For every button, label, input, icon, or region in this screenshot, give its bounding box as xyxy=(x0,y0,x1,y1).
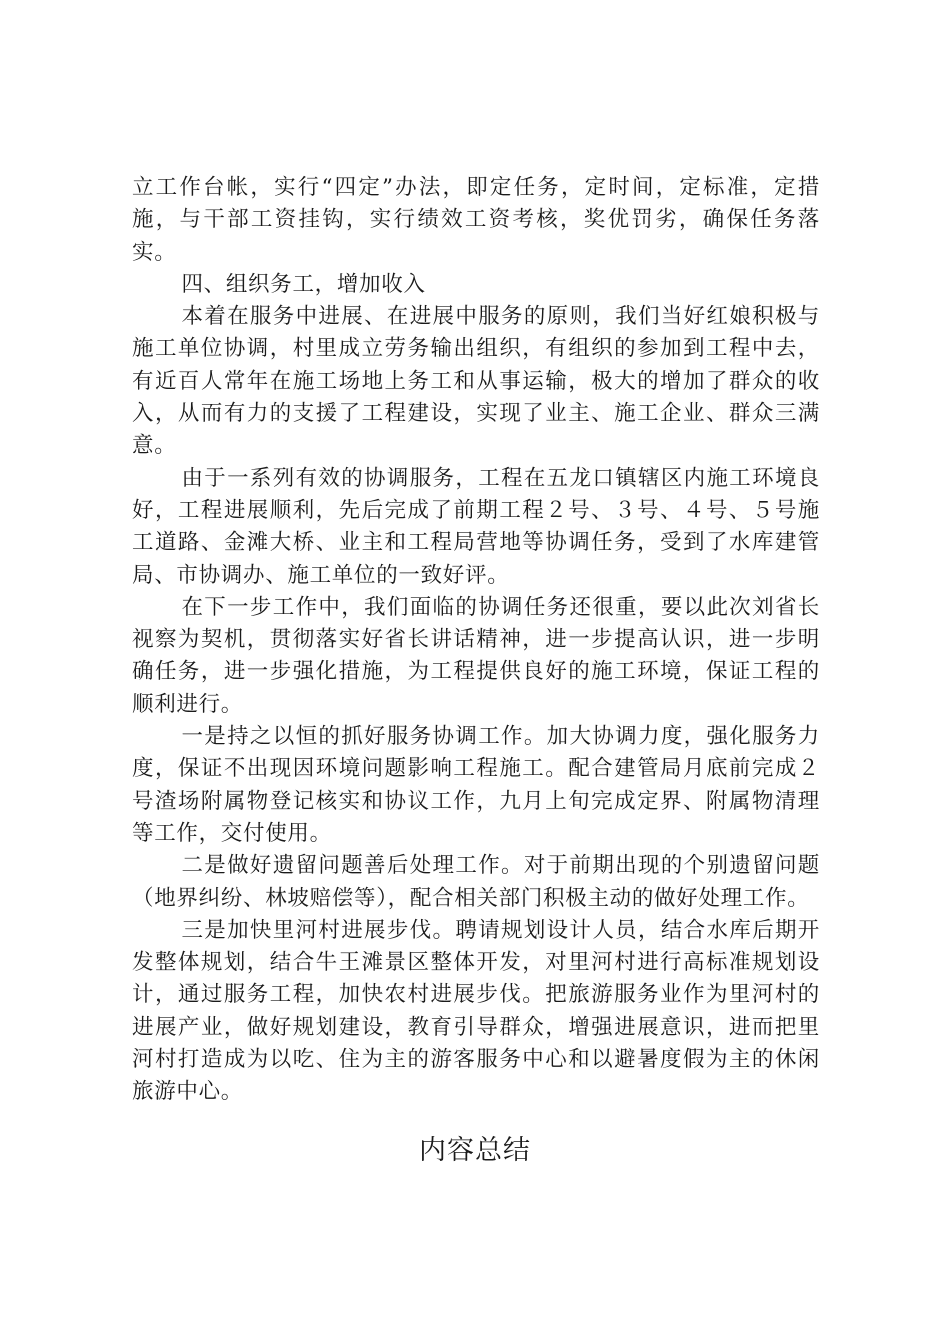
paragraph-point-two: 二是做好遗留问题善后处理工作。对于前期出现的个别遗留问题（地界纠纷、林坡赔偿等），配合相关部门积极主动的做好处理工作。 xyxy=(132,853,820,911)
paragraph-progress: 由于一系列有效的协调服务，工程在五龙口镇辖区内施工环境良好，工程进展顺利，先后完成了前期工程２号、３号、４号、５号施工道路、金滩大桥、业主和工程局营地等协调任务，受到了水库建管局、市协调办、施工单位的一致好评。 xyxy=(132,465,820,588)
paragraph-continuation: 立工作台帐，实行“四定”办法，即定任务，定时间，定标准，定措施，与干部工资挂钩，实行绩效工资考核，奖优罚劣，确保任务落实。 xyxy=(132,175,820,265)
paragraph-labor: 本着在服务中进展、在进展中服务的原则，我们当好红娘积极与施工单位协调，村里成立劳务输出组织，有组织的参加到工程中去，有近百人常年在施工场地上务工和从事运输，极大的增加了群众的收入，从而有力的支援了工程建设，实现了业主、施工企业、群众三满意。 xyxy=(132,304,820,459)
paragraph-point-three: 三是加快里河村进展步伐。聘请规划设计人员，结合水库后期开发整体规划，结合牛王滩景区整体开发，对里河村进行高标准规划设计，通过服务工程，加快农村进展步伐。把旅游服务业作为里河村的进展产业，做好规划建设，教育引导群众，增强进展意识，进而把里河村打造成为以吃、住为主的游客服务中心和以避暑度假为主的休闲旅游中心。 xyxy=(132,917,820,1105)
paragraph-next-steps: 在下一步工作中，我们面临的协调任务还很重，要以此次刘省长视察为契机，贯彻落实好省长讲话精神，进一步提高认识，进一步明确任务，进一步强化措施，为工程提供良好的施工环境，保证工程的顺利进行。 xyxy=(132,594,820,717)
summary-heading: 内容总结 xyxy=(419,1135,531,1166)
section-heading-four: 四、组织务工，增加收入 xyxy=(181,271,426,297)
document-body xyxy=(132,172,820,1109)
paragraph-point-one: 一是持之以恒的抓好服务协调工作。加大协调力度，强化服务力度，保证不出现因环境问题影响工程施工。配合建管局月底前完成２号渣场附属物登记核实和协议工作，九月上旬完成定界、附属物清理等工作，交付使用。 xyxy=(132,724,820,846)
